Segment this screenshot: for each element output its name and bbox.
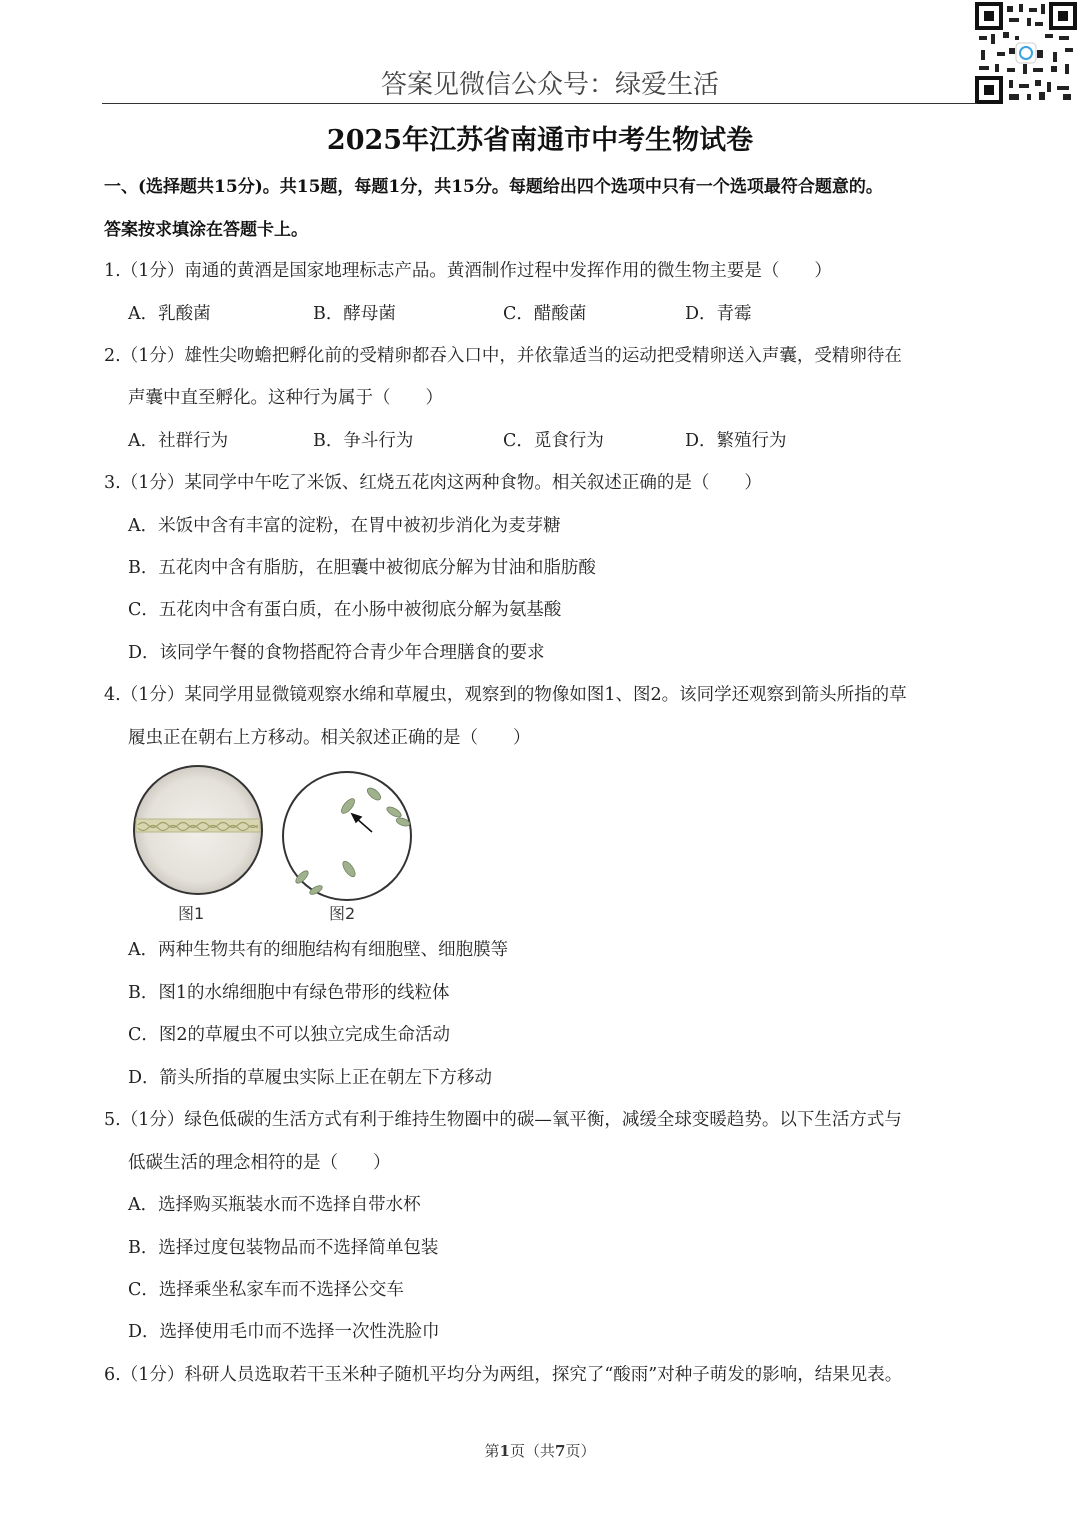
q5-option-c: C．选择乘坐私家车而不选择公交车: [128, 1280, 404, 1300]
q3-option-a: A．米饭中含有丰富的淀粉，在胃中被初步消化为麦芽糖: [128, 516, 561, 536]
question-6: 6.（1分）科研人员选取若干玉米种子随机平均分为两组，探究了“酸雨”对种子萌发的影响，结果见表。: [104, 1365, 903, 1385]
question-4-cont: 履虫正在朝右上方移动。相关叙述正确的是（ ）: [128, 728, 531, 748]
microscope-figures: [128, 762, 418, 927]
question-5-cont: 低碳生活的理念相符的是（ ）: [128, 1153, 391, 1173]
header-divider: [102, 103, 977, 104]
section-heading: 一、(选择题共15分)。共15题，每题1分，共15分。每题给出四个选项中只有一个选项最符合题意的。: [104, 177, 883, 197]
q1-option-c: C．醋酸菌: [503, 304, 587, 324]
page-title: 2025年江苏省南通市中考生物试卷: [326, 125, 754, 156]
q4-option-a: A．两种生物共有的细胞结构有细胞壁、细胞膜等: [128, 940, 509, 960]
footer-suffix: 页）: [565, 1442, 596, 1460]
page-number: 1: [499, 1442, 510, 1460]
footer-middle: 页（共: [509, 1442, 555, 1460]
figure-2-label: 图2: [329, 904, 356, 923]
page-footer: [0, 1440, 1080, 1461]
question-4: 4.（1分）某同学用显微镜观察水绵和草履虫，观察到的物像如图1、图2。该同学还观察到箭头所指的草: [104, 685, 907, 705]
q5-option-a: A．选择购买瓶装水而不选择自带水杯: [128, 1195, 421, 1215]
q3-option-b: B．五花肉中含有脂肪，在胆囊中被彻底分解为甘油和脂肪酸: [128, 558, 596, 578]
question-2: 2.（1分）雄性尖吻蟾把孵化前的受精卵都吞入口中，并依靠适当的运动把受精卵送入声囊，受精卵待在: [104, 346, 902, 366]
microscope-views-image: [128, 762, 418, 927]
q1-option-b: B．酵母菌: [313, 304, 396, 324]
q5-option-b: B．选择过度包装物品而不选择简单包装: [128, 1238, 439, 1258]
q4-option-c: C．图2的草履虫不可以独立完成生命活动: [128, 1025, 451, 1045]
q3-option-c: C．五花肉中含有蛋白质，在小肠中被彻底分解为氨基酸: [128, 600, 562, 620]
q2-option-d: D．繁殖行为: [685, 431, 787, 451]
q1-option-a: A．乳酸菌: [128, 304, 211, 324]
q4-option-b: B．图1的水绵细胞中有绿色带形的线粒体: [128, 983, 450, 1003]
section-instruction: 答案按求填涂在答题卡上。: [104, 220, 308, 240]
question-2-cont: 声囊中直至孵化。这种行为属于（ ）: [128, 388, 443, 408]
qr-code-icon: [975, 2, 1077, 104]
q1-option-d: D．青霉: [685, 304, 752, 324]
q4-option-d: D．箭头所指的草履虫实际上正在朝左下方移动: [128, 1068, 493, 1088]
page-total: 7: [555, 1442, 566, 1460]
figure-1-label: 图1: [178, 904, 205, 923]
header-watermark: 答案见微信公众号：绿爱生活: [380, 70, 719, 100]
q2-option-a: A．社群行为: [128, 431, 229, 451]
q2-option-b: B．争斗行为: [313, 431, 414, 451]
question-5: 5.（1分）绿色低碳的生活方式有利于维持生物圈中的碳—氧平衡，减缓全球变暖趋势。以下生活方式与: [104, 1110, 902, 1130]
question-1: 1.（1分）南通的黄酒是国家地理标志产品。黄酒制作过程中发挥作用的微生物主要是（ ）: [104, 261, 832, 281]
question-3: 3.（1分）某同学中午吃了米饭、红烧五花肉这两种食物。相关叙述正确的是（ ）: [104, 473, 762, 493]
q3-option-d: D．该同学午餐的食物搭配符合青少年合理膳食的要求: [128, 643, 545, 663]
footer-prefix: 第: [484, 1442, 500, 1460]
q5-option-d: D．选择使用毛巾而不选择一次性洗脸巾: [128, 1322, 440, 1342]
q2-option-c: C．觅食行为: [503, 431, 604, 451]
